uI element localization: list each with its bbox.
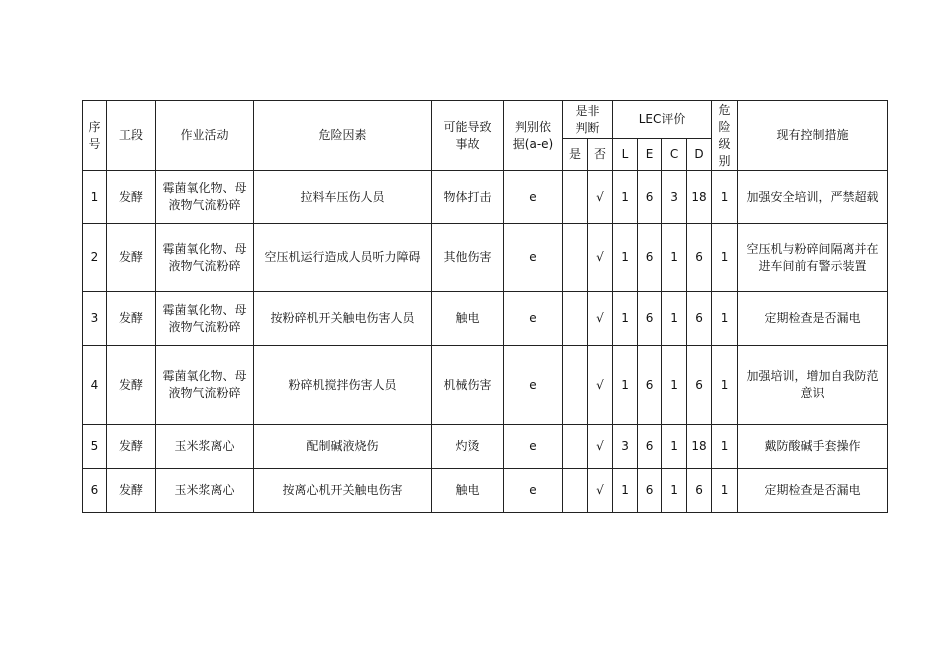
header-activity: 作业活动 xyxy=(156,101,254,171)
table-body xyxy=(83,171,888,513)
cell-measures: 空压机与粉碎间隔离并在进车间前有警示装置 xyxy=(738,224,888,292)
header-C: C xyxy=(662,139,687,171)
cell-measures: 戴防酸碱手套操作 xyxy=(738,425,888,469)
cell-stage: 发酵 xyxy=(107,171,156,224)
cell-stage: 发酵 xyxy=(107,224,156,292)
cell-stage: 发酵 xyxy=(107,292,156,346)
cell-accident: 机械伤害 xyxy=(432,346,504,425)
cell-L: 1 xyxy=(613,292,638,346)
header-lec: LEC评价 xyxy=(613,101,712,139)
cell-measures: 加强培训，增加自我防范意识 xyxy=(738,346,888,425)
header-level: 危 险 级 别 xyxy=(712,101,738,171)
cell-seq: 2 xyxy=(83,224,107,292)
cell-level: 1 xyxy=(712,224,738,292)
cell-stage: 发酵 xyxy=(107,469,156,513)
header-seq: 序 号 xyxy=(83,101,107,171)
cell-measures: 定期检查是否漏电 xyxy=(738,469,888,513)
table-row xyxy=(83,346,888,425)
cell-measures: 加强安全培训，严禁超载 xyxy=(738,171,888,224)
cell-no: √ xyxy=(588,346,613,425)
cell-C: 1 xyxy=(662,292,687,346)
cell-basis: e xyxy=(504,171,563,224)
cell-seq: 6 xyxy=(83,469,107,513)
cell-D: 18 xyxy=(687,425,712,469)
cell-measures: 定期检查是否漏电 xyxy=(738,292,888,346)
cell-E: 6 xyxy=(638,425,662,469)
cell-yes xyxy=(563,469,588,513)
cell-C: 1 xyxy=(662,346,687,425)
header-E: E xyxy=(638,139,662,171)
cell-activity: 霉菌氧化物、母液物气流粉碎 xyxy=(156,224,254,292)
cell-hazard: 按离心机开关触电伤害 xyxy=(254,469,432,513)
cell-L: 1 xyxy=(613,171,638,224)
cell-yes xyxy=(563,346,588,425)
cell-no: √ xyxy=(588,425,613,469)
cell-C: 3 xyxy=(662,171,687,224)
cell-accident: 触电 xyxy=(432,292,504,346)
cell-basis: e xyxy=(504,469,563,513)
cell-accident: 物体打击 xyxy=(432,171,504,224)
cell-yes xyxy=(563,425,588,469)
cell-D: 18 xyxy=(687,171,712,224)
cell-hazard: 配制碱液烧伤 xyxy=(254,425,432,469)
cell-stage: 发酵 xyxy=(107,346,156,425)
cell-activity: 霉菌氧化物、母液物气流粉碎 xyxy=(156,292,254,346)
cell-L: 3 xyxy=(613,425,638,469)
cell-activity: 玉米浆离心 xyxy=(156,425,254,469)
table-row xyxy=(83,469,888,513)
cell-basis: e xyxy=(504,346,563,425)
cell-basis: e xyxy=(504,292,563,346)
cell-seq: 4 xyxy=(83,346,107,425)
cell-level: 1 xyxy=(712,469,738,513)
cell-no: √ xyxy=(588,469,613,513)
table-row xyxy=(83,171,888,224)
risk-assessment-table xyxy=(82,100,888,513)
cell-no: √ xyxy=(588,224,613,292)
table-row xyxy=(83,425,888,469)
cell-C: 1 xyxy=(662,224,687,292)
cell-D: 6 xyxy=(687,346,712,425)
cell-level: 1 xyxy=(712,346,738,425)
cell-activity: 霉菌氧化物、母液物气流粉碎 xyxy=(156,346,254,425)
cell-yes xyxy=(563,171,588,224)
cell-D: 6 xyxy=(687,469,712,513)
header-measures: 现有控制措施 xyxy=(738,101,888,171)
cell-C: 1 xyxy=(662,425,687,469)
cell-E: 6 xyxy=(638,292,662,346)
header-judge: 是非 判断 xyxy=(563,101,613,139)
cell-D: 6 xyxy=(687,292,712,346)
cell-yes xyxy=(563,224,588,292)
cell-level: 1 xyxy=(712,171,738,224)
header-stage: 工段 xyxy=(107,101,156,171)
header-hazard: 危险因素 xyxy=(254,101,432,171)
cell-level: 1 xyxy=(712,292,738,346)
cell-E: 6 xyxy=(638,224,662,292)
header-accident: 可能导致 事故 xyxy=(432,101,504,171)
header-yes: 是 xyxy=(563,139,588,171)
cell-level: 1 xyxy=(712,425,738,469)
cell-basis: e xyxy=(504,425,563,469)
cell-stage: 发酵 xyxy=(107,425,156,469)
cell-L: 1 xyxy=(613,469,638,513)
cell-hazard: 按粉碎机开关触电伤害人员 xyxy=(254,292,432,346)
cell-accident: 其他伤害 xyxy=(432,224,504,292)
cell-seq: 3 xyxy=(83,292,107,346)
cell-hazard: 粉碎机搅拌伤害人员 xyxy=(254,346,432,425)
table-row xyxy=(83,292,888,346)
cell-D: 6 xyxy=(687,224,712,292)
cell-activity: 玉米浆离心 xyxy=(156,469,254,513)
header-no: 否 xyxy=(588,139,613,171)
cell-accident: 触电 xyxy=(432,469,504,513)
cell-basis: e xyxy=(504,224,563,292)
header-basis: 判别依 据(a-e) xyxy=(504,101,563,171)
cell-activity: 霉菌氧化物、母液物气流粉碎 xyxy=(156,171,254,224)
cell-no: √ xyxy=(588,292,613,346)
cell-E: 6 xyxy=(638,171,662,224)
table-row xyxy=(83,224,888,292)
header-D: D xyxy=(687,139,712,171)
cell-seq: 1 xyxy=(83,171,107,224)
cell-yes xyxy=(563,292,588,346)
cell-seq: 5 xyxy=(83,425,107,469)
cell-hazard: 空压机运行造成人员听力障碍 xyxy=(254,224,432,292)
cell-C: 1 xyxy=(662,469,687,513)
cell-E: 6 xyxy=(638,346,662,425)
header-L: L xyxy=(613,139,638,171)
cell-L: 1 xyxy=(613,346,638,425)
cell-L: 1 xyxy=(613,224,638,292)
cell-accident: 灼烫 xyxy=(432,425,504,469)
cell-E: 6 xyxy=(638,469,662,513)
cell-hazard: 拉料车压伤人员 xyxy=(254,171,432,224)
cell-no: √ xyxy=(588,171,613,224)
